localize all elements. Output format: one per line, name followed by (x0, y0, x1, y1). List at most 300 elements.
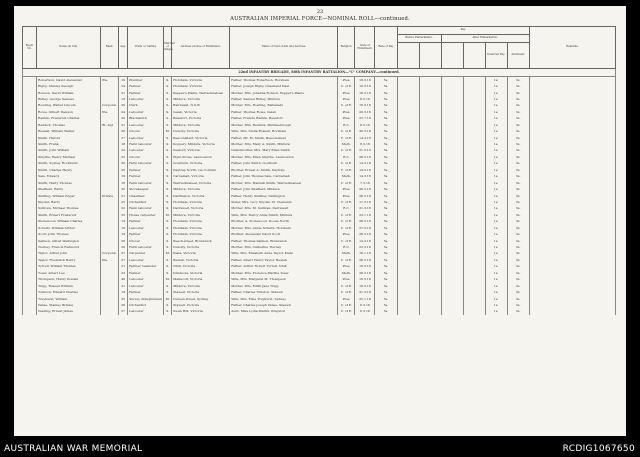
row-pay-allotment: 3s. (507, 122, 529, 128)
row-next-of-kin: Father, Arthur Robert Tyrrell, Nhill (230, 264, 338, 270)
row-pay-rate: 5s. (375, 135, 397, 141)
row-married: S. (164, 257, 172, 263)
row-address: Nhill, Victoria (172, 264, 230, 270)
row-pay-rate: 5s. (375, 109, 397, 115)
row-pay-rate: 5s. (375, 219, 397, 225)
row-pay-rate: 5s. (375, 77, 397, 84)
row-address: Beaconsfield, Victoria (172, 135, 230, 141)
row-trade: Survey draughtsman (129, 296, 162, 301)
roll-body (23, 69, 616, 316)
row-pay-rate: 5s. (375, 83, 397, 89)
row-enlistment-date: 18.3.16 (355, 77, 375, 84)
row-pay-deferred: 1s. (485, 103, 507, 109)
row-rank: Pte. (101, 77, 119, 84)
row-trade: Farm labourer (128, 206, 164, 212)
nominal-roll-table (22, 26, 616, 315)
row-pay-deferred: 1s. (485, 212, 507, 218)
row-married: S. (164, 167, 172, 173)
row-age: 21 (119, 193, 128, 199)
row-address: Mildura, Victoria (172, 96, 230, 102)
row-next-of-kin: Father, Albert Henry Taylor, Beulah (230, 257, 338, 263)
row-married: S. (164, 283, 172, 289)
row-married: S. (164, 232, 172, 238)
row-name: Sheffield, Harry (37, 186, 101, 192)
row-name: Tyrrell, William Thomas (37, 264, 101, 270)
row-enlistment-date: 18.3.16 (355, 283, 375, 289)
row-address: Dunolly, Victoria (172, 244, 230, 250)
row-pay-deferred: 1s. (485, 129, 507, 135)
row-name: Smith, Sydney Rockhurst (37, 161, 101, 167)
row-religion: Pres. (338, 264, 355, 270)
row-married: S. (164, 135, 172, 141)
col-trade: Trade or Calling. (128, 27, 164, 69)
row-pay-allotment: 3s. (507, 103, 529, 109)
row-pay-deferred: 1s. (485, 309, 507, 315)
row-religion: Meth. (338, 270, 355, 276)
row-name: Vanse, Stanley Brinley (37, 302, 101, 308)
row-pay-deferred: 1s. (485, 244, 507, 250)
row-address: Mildura, Victoria (172, 122, 230, 128)
footer-source: AUSTRALIAN WAR MEMORIAL (4, 444, 143, 454)
row-trade: Labourer (128, 225, 164, 231)
row-name: Robson, David William (37, 90, 101, 96)
row-address: Mildura, Victoria (172, 186, 230, 192)
row-age: 26 (119, 302, 128, 308)
row-name: Rigby, Stanley Keough (37, 83, 101, 89)
row-pay-rate: 5s. (375, 96, 397, 102)
row-next-of-kin: Father, Henry Smithey, Darlington (230, 193, 338, 199)
row-next-of-kin: Mother, Mrs. Edith Jane Trigg (230, 283, 338, 289)
row-address: Horsham, Victoria (172, 232, 230, 238)
row-married: M. (165, 277, 170, 282)
row-trade: Plumber (128, 77, 164, 84)
row-next-of-kin: Father, John Thomas Sale, Carnamah (230, 174, 338, 180)
row-enlistment-date: 7.3.16 (355, 180, 375, 186)
row-next-of-kin: Father, Charles Tullston, Stawell (230, 289, 338, 295)
row-age: 20 (119, 167, 128, 173)
row-trade: Farmer (128, 83, 164, 89)
row-married: S. (164, 186, 172, 192)
row-address: Dunolly, Victoria (172, 129, 230, 135)
row-pay-deferred: 1s. (485, 283, 507, 289)
row-pay-allotment: 3s. (507, 180, 529, 186)
row-name: Scott, John Thomas (37, 232, 101, 238)
row-address: Horsham, Victoria (172, 199, 230, 205)
row-pay-after-2 (463, 309, 485, 315)
row-trade: Labourer (128, 277, 164, 283)
row-name: Ridley, George Samuel (37, 96, 101, 102)
row-religion: C. of E. (338, 283, 355, 289)
row-enlistment-date: 14.3.16 (355, 161, 375, 167)
row-next-of-kin: Mother, Mrs. M. Sullivan, Darraweit (230, 206, 338, 212)
row-trade: Farmer (128, 289, 164, 295)
row-pay-deferred: 1s. (485, 141, 507, 147)
table-row (23, 309, 616, 315)
row-religion: C. of E. (338, 161, 355, 167)
row-enlistment-date: 20.3.16 (355, 186, 375, 192)
row-married: S. (164, 148, 172, 154)
row-next-of-kin: Aunt, Miss Lydia Martin, Kingston (230, 309, 338, 315)
col-sub-1 (397, 43, 419, 69)
col-sub-4 (463, 43, 485, 69)
row-trade: Orchardist (128, 302, 164, 308)
row-religion: C. of E. (338, 302, 355, 308)
row-enlistment-date: 8.3.16 (355, 141, 375, 147)
row-enlistment-date: 14.3.16 (355, 174, 375, 180)
row-name: Smith, Harry Thomas (37, 180, 101, 186)
row-age: 22 (119, 148, 128, 154)
row-age: 28 (119, 129, 128, 135)
row-trade: Storekeeper (128, 186, 164, 192)
page-title: AUSTRALIAN IMPERIAL FORCE—NOMINAL ROLL—continued. (230, 16, 410, 22)
row-pay-allotment: 3s. (507, 270, 529, 276)
row-pay-rate: 5s. (375, 90, 397, 96)
row-married: S. (164, 302, 172, 308)
row-age: 29 (119, 103, 128, 109)
row-trade: Labourer (128, 283, 164, 289)
col-religion: Religion. (338, 27, 355, 69)
row-married: S. (164, 161, 172, 167)
unit-heading: 22nd INFANTRY BRIGADE, 88th INFANTRY BATTALION—"C" COMPANY—continued. (23, 69, 616, 77)
row-pay-deferred: 1s. (485, 302, 507, 308)
row-next-of-kin: Brother, Ernest A. Smith, Daytrap (230, 167, 338, 173)
row-address: Elgin-Stone, Launceston (172, 154, 230, 160)
row-trade: Drover (128, 238, 164, 244)
row-name: Smythe, Henry Michael (37, 154, 101, 160)
row-age: 24 (119, 83, 128, 89)
col-before-embarkation: Before Embarkation. (397, 35, 441, 43)
col-rank: Rank. (101, 27, 119, 69)
row-trade: Farmer (128, 270, 164, 276)
row-trade: Farmer (128, 167, 164, 173)
row-name: Snyder, Harry (37, 199, 101, 205)
row-pay-rate: 5s. (375, 309, 397, 315)
row-pay-allotment: 3s. (507, 174, 529, 180)
row-pay-allotment: 3s. (507, 302, 529, 308)
row-pay-allotment: 3s. (507, 264, 529, 270)
row-pay-rate: 5s. (375, 154, 397, 160)
row-enlistment-date: 6.3.16 (355, 309, 375, 315)
row-enlistment-date: 21.3.16 (355, 148, 375, 154)
row-name: Sullivan, Michael Thomas (37, 206, 101, 212)
row-enlistment-date: 18.3.16 (355, 90, 375, 96)
row-pay-deferred: 1s. (485, 96, 507, 102)
row-pay-allotment: 3s. (507, 141, 529, 147)
row-rank: Private (101, 193, 119, 199)
row-next-of-kin: Mother, Mrs. Mary A. Smith, Mildura (230, 141, 338, 147)
row-pay-deferred: 1s. (485, 77, 507, 84)
row-pay-allotment: 3s. (507, 193, 529, 199)
row-name: Vearing, Ernest James (37, 309, 101, 315)
row-age: 30 (119, 186, 128, 192)
row-address: Geleb, Victoria (172, 109, 230, 115)
row-religion: C. of E. (338, 167, 355, 173)
row-religion: Pres. (338, 277, 355, 283)
row-trade: Grocer (128, 154, 164, 160)
col-sub-3 (441, 43, 463, 69)
row-next-of-kin: Grandmother, Mrs. Mary Ellen Smith (230, 148, 338, 154)
row-pay-before-2 (419, 309, 441, 315)
row-pay-rate: 5s. (375, 257, 397, 263)
row-pay-allotment: 3s. (507, 206, 529, 212)
page-number: 23 (316, 9, 324, 15)
row-pay-allotment: 3s. (507, 83, 529, 89)
row-pay-allotment: 3s. (507, 232, 529, 238)
row-pay-allotment: 3s. (507, 212, 529, 218)
row-enlistment-date: 30.3.16 (355, 129, 375, 135)
row-pay-allotment: 3s. (507, 199, 529, 205)
row-married: S. (164, 109, 172, 115)
col-age: Age. (119, 27, 128, 69)
row-age: 19 (119, 232, 128, 238)
row-pay-allotment: 3s. (507, 219, 529, 225)
row-pay-allotment: 3s. (507, 225, 529, 231)
row-pay-allotment: 3s. (507, 90, 529, 96)
row-pay-rate: 5s. (375, 129, 397, 135)
row-address: Horsham, Victoria (172, 83, 230, 89)
row-trade: Labourer (128, 122, 164, 128)
row-next-of-kin: Mother, Mrs. Florence Martha Tozer (230, 270, 338, 276)
row-next-of-kin: Wife, Mrs. Mercy Anne Smith, Mildura (230, 212, 338, 218)
col-rate: Rate of Pay (375, 27, 397, 69)
row-age: 27 (119, 251, 128, 257)
row-age: 27 (119, 135, 128, 141)
row-religion: Pres. (338, 193, 355, 199)
row-age: 27 (119, 257, 128, 263)
row-trade: Farmer (128, 174, 164, 180)
row-age: 18 (119, 141, 128, 147)
row-pay-allotment: 3s. (507, 148, 529, 154)
row-next-of-kin: Father, John Smith, Goulburn (230, 161, 338, 167)
row-next-of-kin: Sister, Mrs. Lucy Snyder, St. Clements (230, 199, 338, 205)
row-pay-rate: 5s. (375, 122, 397, 128)
row-enlistment-date: 28.3.16 (355, 154, 375, 160)
row-trade: Labourer (128, 257, 164, 263)
row-married: S. (164, 103, 172, 109)
row-pay-allotment: 3s. (507, 257, 529, 263)
row-pay-allotment: 3s. (507, 277, 529, 283)
row-name: Russell, William Walter (37, 129, 101, 135)
row-married: M. (165, 251, 170, 256)
unit-heading-row (23, 69, 616, 77)
row-pay-deferred: 1s. (485, 83, 507, 89)
row-age: 19 (119, 77, 128, 84)
row-enlistment-date: 14.3.16 (355, 167, 375, 173)
row-pay-rate: 5s. (375, 186, 397, 192)
row-pay-rate: 5s. (375, 180, 397, 186)
row-rank: Pte. (101, 109, 119, 115)
row-pay-rate: 5s. (375, 225, 397, 231)
row-enlistment-date: 28.3.16 (355, 219, 375, 225)
row-name: Tierney, Francis Redmond (37, 244, 101, 250)
row-next-of-kin: Father, Charles Joseph Vanse, Stawell (230, 302, 338, 308)
row-next-of-kin: Father, John Sheffield, Mildura (230, 186, 338, 192)
row-trade: Farm labourer (128, 180, 164, 186)
row-remarks (529, 309, 615, 315)
row-trade: Chauffeur (128, 193, 164, 199)
row-pay-deferred: 1s. (485, 225, 507, 231)
row-religion: C. of E. (338, 199, 355, 205)
row-age: 22 (119, 154, 128, 160)
row-pay-rate: 5s. (375, 161, 397, 167)
row-pay-allotment: 3s. (507, 289, 529, 295)
col-sub-2 (419, 43, 441, 69)
row-address: Horsham, Victoria (172, 219, 230, 225)
row-age: 21 (119, 264, 128, 270)
row-trade: Grocer (128, 129, 164, 135)
footer-bar (0, 441, 640, 457)
row-religion: Meth. (338, 251, 355, 257)
row-pay-deferred: 1s. (485, 167, 507, 173)
row-religion: R.C. (338, 244, 355, 250)
document-page (14, 6, 626, 436)
row-pay-deferred: 1s. (485, 122, 507, 128)
row-pay-rate: 5s. (375, 174, 397, 180)
row-age: 25 (119, 199, 128, 205)
row-address: Balranald, N.S.W. (172, 103, 230, 109)
row-trade: Clerk (128, 103, 164, 109)
row-married: S. (164, 122, 172, 128)
row-address: Mallacott, Victoria (172, 277, 230, 283)
row-enlistment-date: 20.3.16 (355, 109, 375, 115)
row-married: S. (164, 264, 172, 270)
row-religion: Meth. (338, 174, 355, 180)
row-pay-deferred: 1s. (485, 193, 507, 199)
row-age: 24 (119, 109, 128, 115)
row-religion: C. of E. (338, 238, 355, 244)
row-age: 40 (119, 277, 128, 283)
row-religion: C. of E. (338, 180, 355, 186)
row-remarks (529, 77, 615, 84)
row-address: Horsham, Victoria (172, 77, 230, 84)
row-pay-after-1 (441, 309, 463, 315)
row-address: Carnamah, Victoria (172, 174, 230, 180)
row-name: Robertson, David Alexander (37, 77, 101, 84)
row-next-of-kin: Father, Mr. M. Smith, Beaconsfield (230, 135, 338, 141)
col-pay-group: Pay. (397, 27, 529, 35)
row-pay-deferred: 1s. (485, 180, 507, 186)
row-next-of-kin: Father, Francis Rankin, Beaufort (230, 116, 338, 122)
row-religion: C. of E. (338, 225, 355, 231)
row-married: M. (165, 296, 170, 301)
row-address: Stawell, Victoria (172, 302, 230, 308)
row-name: Trigg, Russell William (37, 283, 101, 289)
row-address: Mildura, Victoria (172, 283, 230, 289)
row-pay-rate: 5s. (375, 277, 397, 283)
row-pay-deferred: 1s. (485, 148, 507, 154)
col-enlistment: Date of Enlistment. (355, 27, 375, 69)
row-next-of-kin: Mother, Mrs. Catherine Tierney (230, 244, 338, 250)
row-religion: C. of E. (338, 83, 355, 89)
row-pay-rate: 5s. (375, 206, 397, 212)
row-pay-allotment: 3s. (507, 244, 529, 250)
row-trade: Farm labourer (128, 161, 164, 167)
row-age: 18 (119, 96, 128, 102)
row-address: Mildura, Victoria (172, 212, 230, 218)
row-pay-allotment: 3s. (507, 283, 529, 289)
row-married: M. (165, 212, 170, 217)
row-next-of-kin: Brother, A. Stonewood, Dooen North (230, 219, 338, 225)
row-religion: Pres. (338, 96, 355, 102)
row-enlistment-date: 16.3.16 (355, 277, 375, 283)
row-pay-allotment: 3s. (507, 129, 529, 135)
row-religion: Meth. (338, 141, 355, 147)
row-married: S. (164, 83, 172, 89)
row-enlistment-date: 14.3.16 (355, 135, 375, 141)
row-married: S. (164, 270, 172, 276)
row-religion: C. of E. (338, 257, 355, 263)
row-age: 33 (119, 212, 128, 218)
row-age: 21 (119, 90, 128, 96)
col-name: Name (in full). (37, 27, 101, 69)
row-pay-deferred: 1s. (485, 296, 507, 302)
row-name: Smith, Robert Frederick (37, 212, 101, 218)
row-pay-rate: 5s. (375, 283, 397, 289)
row-pay-rate: 5s. (375, 103, 397, 109)
row-religion: Pres. (338, 77, 355, 84)
col-regimental-no: Regtl. No. (23, 27, 37, 69)
row-name: Taylor, Alfred John (37, 251, 101, 257)
col-deferred: Deferred Pay. (485, 43, 507, 69)
row-age: 27 (119, 309, 128, 315)
row-pay-before-2 (419, 77, 441, 84)
row-name: Tozer, Albert Lee (37, 270, 101, 276)
row-pay-rate: 5s. (375, 289, 397, 295)
row-pay-deferred: 1s. (485, 199, 507, 205)
row-enlistment-date: 18.1.16 (355, 251, 375, 257)
row-enlistment-date: 28.3.16 (355, 257, 375, 263)
row-next-of-kin: Father, Joseph Rigby, Grassland Dam (230, 83, 338, 89)
row-age: 18 (119, 225, 128, 231)
row-name: Smith, Harold (37, 135, 101, 141)
row-pay-before-1 (397, 77, 419, 84)
row-address: Beaufort, Victoria (172, 116, 230, 122)
row-regimental-no (23, 309, 37, 315)
row-name: Smith, Charles Henry (37, 167, 101, 173)
row-address: Koppery, Mildura, Victoria (172, 141, 230, 147)
row-pay-allotment: 3s. (507, 167, 529, 173)
row-name: Reddick, Thomas (37, 122, 101, 128)
row-address: Seaford, Victoria (172, 148, 230, 154)
row-pay-allotment: 3s. (507, 109, 529, 115)
row-married: S. (164, 289, 172, 295)
footer-record-id: RCDIG1067650 (562, 444, 635, 454)
row-name: Rankin, Frederick Charles (37, 116, 101, 122)
row-next-of-kin: Father, Samuel Ridley, Mildura (230, 96, 338, 102)
row-religion: Pres. (338, 109, 355, 115)
row-pay-allotment: 3s. (507, 154, 529, 160)
row-pay-deferred: 1s. (485, 219, 507, 225)
row-pay-allotment: 3s. (507, 116, 529, 122)
row-pay-deferred: 1s. (485, 116, 507, 122)
row-address: Beech-street, Brunswick (172, 238, 230, 244)
row-trade: House carpenter (128, 212, 164, 218)
row-religion: C. of E. (338, 103, 355, 109)
row-enlistment-date: 21.3.16 (355, 206, 375, 212)
row-married: M. (165, 129, 170, 134)
row-pay-allotment: 3s. (507, 161, 529, 167)
row-address: Beulah, Victoria (172, 257, 230, 263)
row-name: Stonewood, William Charles (37, 219, 101, 225)
row-pay-rate: 5s. (375, 193, 397, 199)
row-trade: Farm labourer (128, 141, 164, 147)
row-pay-allotment: 3s. (507, 238, 529, 244)
row-religion: R.C. (338, 154, 355, 160)
row-pay-deferred: 1s. (485, 135, 507, 141)
row-trade: Blacksmith (128, 116, 164, 122)
row-pay-deferred: 1s. (485, 277, 507, 283)
row-married: S. (164, 199, 172, 205)
